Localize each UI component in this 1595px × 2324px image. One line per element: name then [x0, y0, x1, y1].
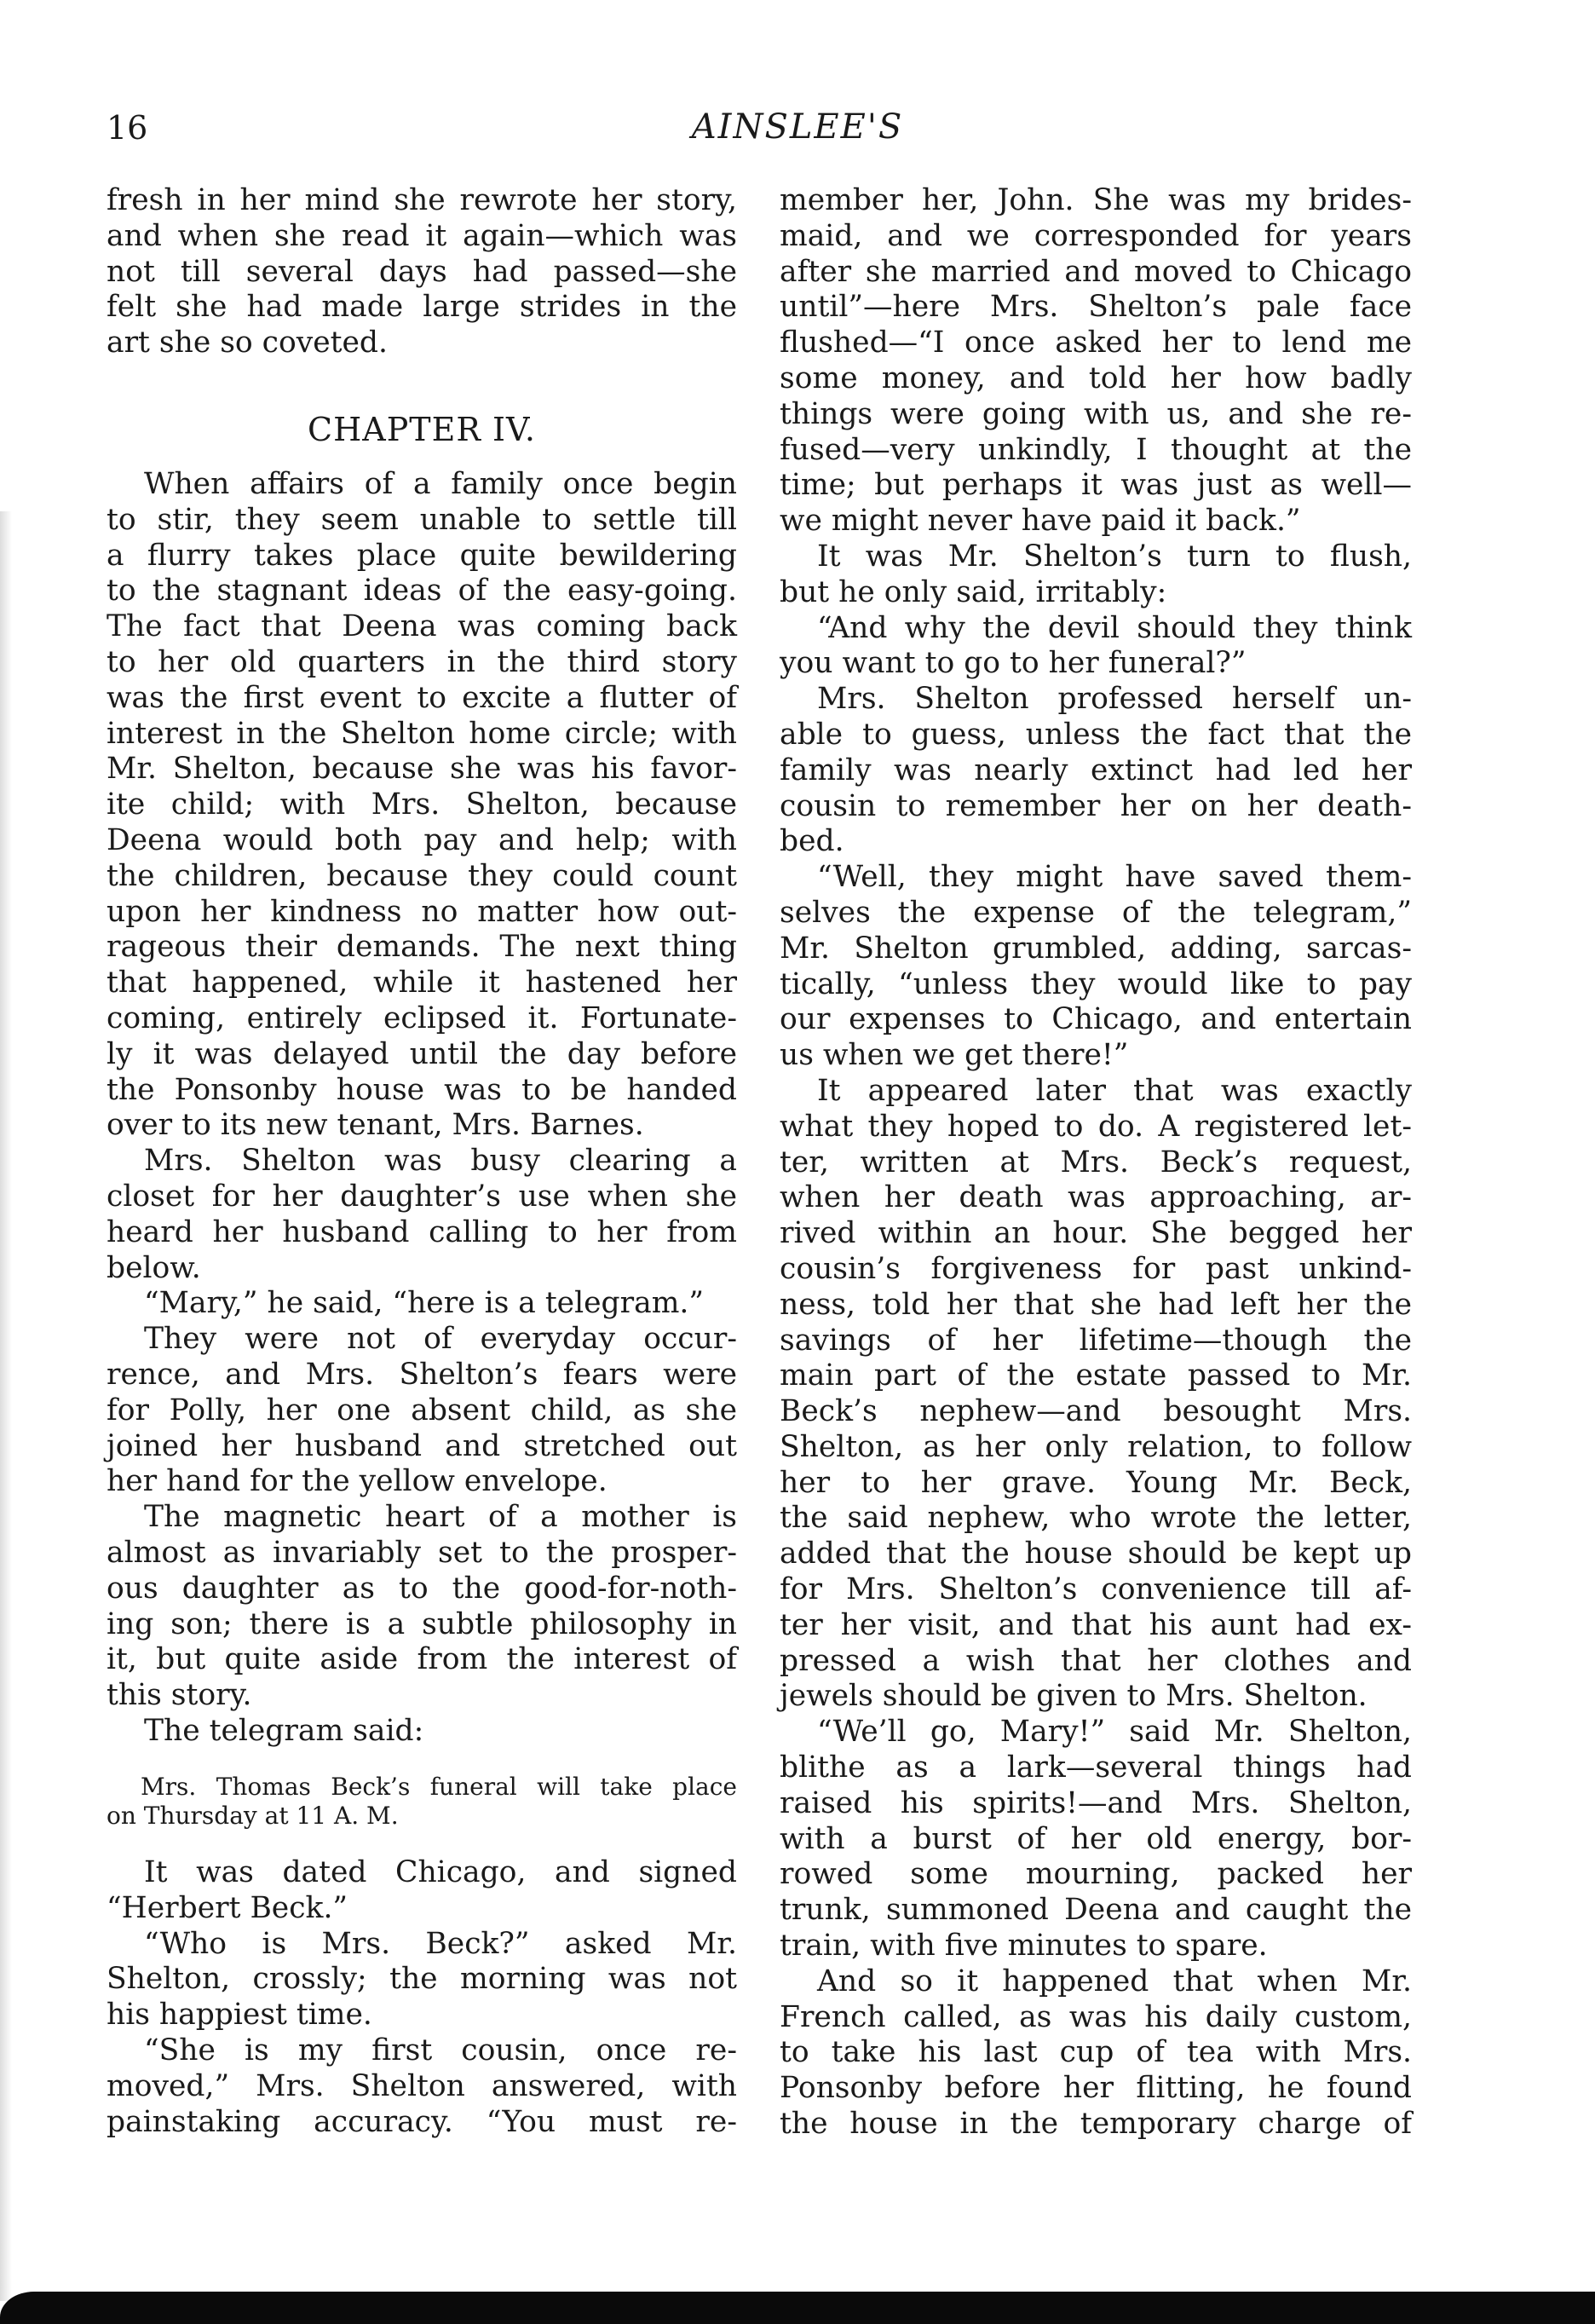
text-line: ter her visit, and that his aunt had ex-	[780, 1607, 1412, 1642]
text-line: upon her kindness no matter how out-	[107, 894, 737, 929]
text-line: you want to go to her funeral?”	[780, 646, 1247, 681]
text-line: that happened, while it hastened her	[107, 966, 737, 1001]
text-line: maid, and we corresponded for years	[780, 218, 1412, 253]
text-line: main part of the estate passed to Mr.	[780, 1358, 1412, 1393]
text-line: to the stagnant ideas of the easy-going.	[107, 574, 737, 608]
text-line: was the first event to excite a flutter of	[107, 680, 737, 715]
paragraph	[107, 183, 737, 361]
text-line: Deena would both pay and help; with	[107, 822, 737, 857]
text-line: not till several days had passed—she	[107, 254, 737, 289]
text-line: to take his last cup of tea with Mrs.	[780, 2035, 1412, 2070]
text-line: raised his spirits!—and Mrs. Shelton,	[780, 1785, 1412, 1820]
chapter-body	[107, 467, 737, 1750]
text-line: ite child; with Mrs. Shelton, because	[107, 787, 737, 822]
text-line: closet for her daughter’s use when she	[107, 1179, 737, 1214]
text-line: with a burst of her old energy, bor-	[780, 1821, 1412, 1856]
text-line: tically, “unless they would like to pay	[780, 966, 1412, 1001]
paragraph	[780, 183, 1412, 539]
text-line: The fact that Deena was coming back	[107, 609, 737, 644]
text-line: ter, written at Mrs. Beck’s request,	[780, 1145, 1412, 1179]
text-line: the Ponsonby house was to be handed	[107, 1072, 737, 1107]
text-line: interest in the Shelton home circle; with	[107, 716, 737, 751]
text-line: for Mrs. Shelton’s convenience till af-	[780, 1572, 1412, 1607]
right-column	[780, 183, 1412, 2142]
text-line: art she so coveted.	[107, 326, 388, 360]
text-line: until”—here Mrs. Shelton’s pale face	[780, 290, 1412, 325]
text-line: ous daughter as to the good-for-noth-	[107, 1571, 737, 1606]
text-line: on Thursday at 11 A. M.	[107, 1802, 399, 1830]
text-line: Ponsonby before her flitting, he found	[780, 2071, 1412, 2106]
text-line: the said nephew, who wrote the letter,	[780, 1501, 1412, 1536]
text-line: Shelton, crossly; the morning was not	[107, 1962, 737, 1997]
paragraph	[780, 682, 1412, 860]
text-line: added that the house should be kept up	[780, 1537, 1412, 1571]
text-line: things were going with us, and she re-	[780, 396, 1412, 431]
text-line: some money, and told her how badly	[780, 360, 1412, 395]
text-line: savings of her lifetime—though the	[780, 1323, 1412, 1358]
text-line: this story.	[107, 1678, 252, 1713]
text-line: Mr. Shelton grumbled, adding, sarcas-	[780, 931, 1412, 966]
chapter-heading: CHAPTER IV.	[308, 411, 536, 448]
text-line: “Who is Mrs. Beck?” asked Mr.	[144, 1926, 737, 1961]
text-line: painstaking accuracy. “You must re-	[107, 2104, 737, 2139]
text-line: Mrs. Shelton professed herself un-	[817, 682, 1412, 717]
text-line: family was nearly extinct had led her	[780, 753, 1412, 787]
text-line: Mr. Shelton, because she was his favor-	[107, 752, 737, 787]
text-line: when her death was approaching, ar-	[780, 1180, 1412, 1215]
text-line: jewels should be given to Mrs. Shelton.	[780, 1679, 1368, 1714]
text-line: what they hoped to do. A registered let-	[780, 1109, 1412, 1144]
scan-edge-shadow	[0, 511, 12, 2301]
text-line: They were not of everyday occur-	[144, 1322, 737, 1357]
paragraph	[780, 611, 1412, 683]
text-line: ness, told her that she had left her the	[780, 1287, 1412, 1322]
text-line: “Well, they might have saved them-	[817, 860, 1412, 895]
text-line: Mrs. Shelton was busy clearing a	[144, 1144, 737, 1179]
text-line: the children, because they could count	[107, 858, 737, 893]
text-line: ly it was delayed until the day before	[107, 1036, 737, 1071]
text-line: The magnetic heart of a mother is	[144, 1500, 737, 1535]
text-line: rowed some mourning, packed her	[780, 1857, 1412, 1892]
paragraph	[107, 1855, 737, 1927]
text-line: it, but quite aside from the interest of	[107, 1642, 737, 1677]
text-line: his happiest time.	[107, 1998, 372, 2033]
text-line: coming, entirely eclipsed it. Fortunate-	[107, 1001, 737, 1035]
running-title: AINSLEE'S	[691, 107, 904, 147]
text-line: felt she had made large strides in the	[107, 290, 737, 325]
text-line: her hand for the yellow envelope.	[107, 1464, 607, 1499]
text-line: “She is my first cousin, once re-	[144, 2033, 737, 2067]
text-line: rence, and Mrs. Shelton’s fears were	[107, 1357, 737, 1392]
text-line: bed.	[780, 824, 844, 859]
lead-paragraph	[107, 183, 737, 361]
text-line: joined her husband and stretched out	[107, 1428, 737, 1463]
text-line: but he only said, irritably:	[780, 574, 1167, 609]
text-line: cousin to remember her on her death-	[780, 788, 1412, 823]
paragraph	[780, 539, 1412, 611]
text-line: cousin’s forgiveness for past unkind-	[780, 1251, 1412, 1286]
paragraph	[780, 860, 1412, 1074]
text-line: the house in the temporary charge of	[780, 2107, 1412, 2142]
text-line: heard her husband calling to her from	[107, 1214, 737, 1249]
paragraph	[107, 467, 737, 1144]
text-line: train, with five minutes to spare.	[780, 1929, 1268, 1964]
text-line: below.	[107, 1250, 201, 1285]
text-line: her to her grave. Young Mr. Beck,	[780, 1465, 1412, 1500]
text-line: moved,” Mrs. Shelton answered, with	[107, 2068, 737, 2103]
text-line: our expenses to Chicago, and entertain	[780, 1002, 1412, 1037]
telegram-quote	[107, 1773, 737, 1831]
text-line: a flurry takes place quite bewildering	[107, 538, 737, 573]
text-line: we might never have paid it back.”	[780, 504, 1301, 539]
text-line: able to guess, unless the fact that the	[780, 717, 1412, 752]
text-line: blithe as a lark—several things had	[780, 1750, 1412, 1785]
paragraph	[107, 1286, 737, 1322]
text-line: Shelton, as her only relation, to follow	[780, 1429, 1412, 1464]
text-line: us when we get there!”	[780, 1038, 1129, 1073]
paragraph	[107, 1927, 737, 2033]
text-line: fresh in her mind she rewrote her story,	[107, 183, 737, 217]
page-number: 16	[107, 109, 148, 147]
text-line: pressed a wish that her clothes and	[780, 1643, 1412, 1678]
paragraph	[780, 1074, 1412, 1715]
scan-bottom-border	[0, 2292, 1595, 2324]
text-line: And so it happened that when Mr.	[817, 1964, 1412, 1998]
text-line: Beck’s nephew—and besought Mrs.	[780, 1394, 1412, 1429]
text-line: almost as invariably set to the prosper-	[107, 1535, 737, 1570]
text-line: fused—very unkindly, I thought at the	[780, 432, 1412, 467]
paragraph	[107, 1322, 737, 1500]
chapter-body-continued	[107, 1855, 737, 2140]
text-line: selves the expense of the telegram,”	[780, 895, 1412, 930]
text-line: “We’ll go, Mary!” said Mr. Shelton,	[817, 1715, 1412, 1750]
text-line: rived within an hour. She begged her	[780, 1216, 1412, 1251]
text-line: The telegram said:	[144, 1713, 424, 1748]
text-line: for Polly, her one absent child, as she	[107, 1393, 737, 1427]
left-column	[107, 0, 737, 2324]
text-line: trunk, summoned Deena and caught the	[780, 1893, 1412, 1928]
text-line: “Herbert Beck.”	[107, 1890, 348, 1925]
text-line: It was dated Chicago, and signed	[144, 1855, 737, 1889]
text-line: over to its new tenant, Mrs. Barnes.	[107, 1108, 644, 1143]
text-line: to her old quarters in the third story	[107, 644, 737, 679]
text-line: to stir, they seem unable to settle till	[107, 502, 737, 537]
text-line: Mrs. Thomas Beck’s funeral will take place	[141, 1773, 737, 1801]
text-line: French called, as was his daily custom,	[780, 1999, 1412, 2034]
text-line: “Mary,” he said, “here is a telegram.”	[144, 1286, 705, 1321]
text-line: and when she read it again—which was	[107, 218, 737, 253]
paragraph	[107, 1500, 737, 1714]
paragraph	[107, 2033, 737, 2140]
text-line: ing son; there is a subtle philosophy in	[107, 1606, 737, 1641]
text-line: When affairs of a family once begin	[144, 467, 737, 501]
text-line: “And why the devil should they think	[817, 610, 1412, 645]
text-line: member her, John. She was my brides-	[780, 183, 1412, 217]
paragraph	[107, 1144, 737, 1286]
text-line: after she married and moved to Chicago	[780, 254, 1412, 289]
paragraph	[780, 1715, 1412, 1964]
text-line: It was Mr. Shelton’s turn to flush,	[817, 539, 1412, 574]
text-line: time; but perhaps it was just as well—	[780, 468, 1412, 503]
text-line: It appeared later that was exactly	[817, 1073, 1412, 1108]
paragraph	[107, 1714, 737, 1750]
text-line: rageous their demands. The next thing	[107, 930, 737, 965]
text-line: flushed—“I once asked her to lend me	[780, 326, 1412, 360]
paragraph	[107, 1773, 737, 1831]
paragraph	[780, 1964, 1412, 2142]
